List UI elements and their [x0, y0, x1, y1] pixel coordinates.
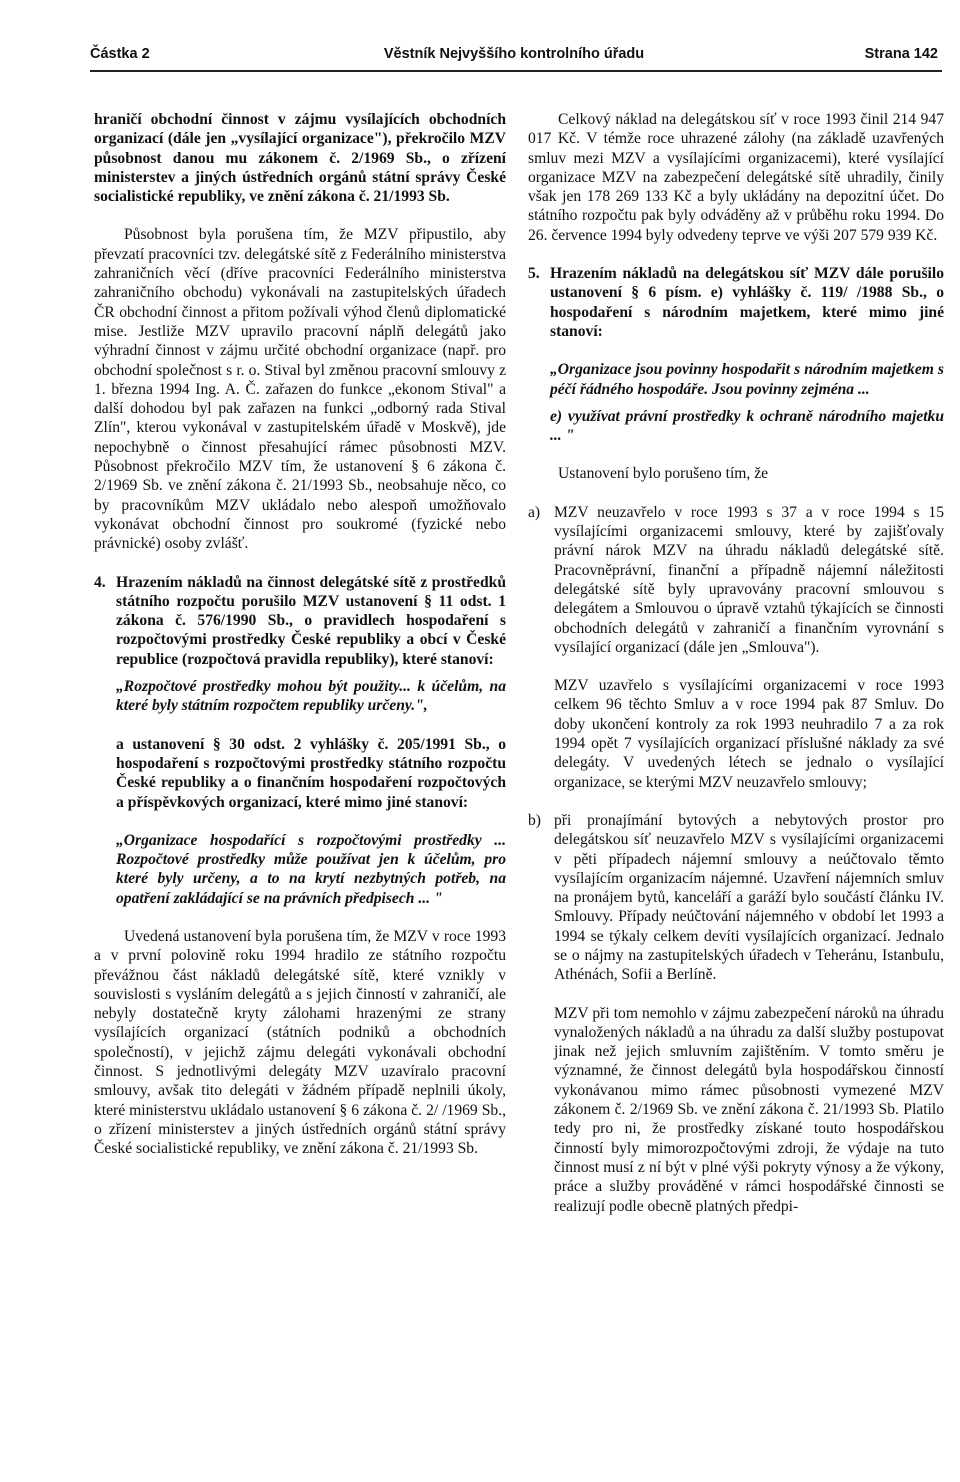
- cost-paragraph: Celkový náklad na delegátskou síť v roce 1993 činil 214 947 017 Kč. V témže roce uhrazené zálohy (na základě uzavřených smluv mezi MZV a vysílajícími organizacemi), které vysílající organizace MZV na zabezpečení delegátské sítě uhradily, činily však jen 178 269 133 Kč a byly ukládány na depozitní účet. Do státního rozpočtu pak byly odváděny až v průběhu roku 1994. Do 26. července 1994 byly odvedeny teprve ve výši 207 579 939 Kč.: [528, 111, 944, 244]
- item-b-text: při pronajímání bytových a nebytových prostor pro delegátskou síť neuzavřelo MZV s vysílajícími organizacemi v pěti případech nájemní smlouvy a neúčtovalo těmto vysílajícím organizacím nájemné. Uzavření nájemních smluv na pronájem bytů, kanceláří a garáží bylo součástí článku IV. Smlouvy. Případy neúčtování nájemného v období let 1993 a 1994 se týkaly celkem devíti vysílajících organizací. Jednalo se o nájmy na zastupitelských úřadech v Teheránu, Istanbulu, Athénách, Sofii a Berlíně.: [554, 811, 944, 984]
- section-5-text: Hrazením nákladů na delegátskou síť MZV dále porušilo ustanovení § 6 písm. e) vyhlášky č. 119/ /1988 Sb., o hospodaření s národním majetkem, které mimo jiné stanoví:: [550, 265, 944, 340]
- item-b-paragraph-2: MZV při tom nemohlo v zájmu zabezpečení nároků na úhradu vynaložených nákladů a na úhradu za další služby postupovat jinak než jejich smluvním zajištěním. V tomto směru je významné, že činnost delegátů byla hospodářskou činností vykonávanou mimo rámec působnosti vymezené MZV zákonem č. 2/1969 Sb. ve znění zákona č. 21/1993 Sb. Platilo tedy pro ni, že prostředky získané touto hospodářskou činností byly mimorozpočtovými zdroji, že výdaje na tuto činnost musí z ní být v plné výši pokryty výnosy a že výkony, práce a služby prováděné v rámci hospodářské činnosti se realizují podle obecně platných předpi-: [554, 1004, 944, 1215]
- item-a: [528, 503, 944, 657]
- page-number: Strana 142: [864, 46, 938, 62]
- header-rule: [90, 70, 942, 72]
- section-4-text: Hrazením nákladů na činnost delegátské sítě z prostředků státního rozpočtu porušilo MZV ustanovení § 11 odst. 1 zákona č. 576/1990 Sb., o pravidlech hospodaření s rozpočtovými prostředky České republiky a obcí v České republice (rozpočtová pravidla republiky), které stanoví:: [116, 573, 506, 668]
- section-4-finding: Uvedená ustanovení byla porušena tím, že MZV v roce 1993 a v první polovině roku 1994 hradilo ze státního rozpočtu převážnou část nákladů delegátské sítě, které vznikly v souvislosti s vysláním delegátů a s jejich činností v zahraničí, ale nebyly dostatečně kryty zálohami hrazenými ze strany vysílajících organizací (státních podniků a obchodních společností), v jejichž zájmu delegáti vykonávali obchodní činnost. S jednotlivými delegáty MZV uzavíralo pracovní smlouvy, avšak tito delegáti v žádném případě neplnili úkoly, které ministerstvu ukládalo ustanovení § 6 zákona č. 2/ /1969 Sb., o zřízení ministerstev a jiných ústředních orgánů státní správy České socialistické republiky, ve znění zákona č. 21/1993 Sb.: [94, 927, 506, 1158]
- violation-paragraph: Působnost byla porušena tím, že MZV připustilo, aby převzatí pracovníci tzv. delegátské sítě z Federálního ministerstva zahraničních věcí (dříve pracovníci Federálního ministerstva zahraničního obchodu) vykonávali na zastupitelských úřadech ČR obchodní činnost a přitom požívali výhod členů diplomatické mise. Jestliže MZV upravilo pracovní náplň delegátů jako výhradní činnost v zájmu určité obchodní organizace (např. pro obchodní společnost s r. o. Stival byl změnou pracovní smlouvy z 1. března 1994 Ing. A. Č. zařazen do funkce „ekonom Stival" a další dohodou byl pak zařazen na funkci „odborný rada Stival Zlín", kterou vykonával v zastupitelském úřadě v Moskvě), jde nepochybně o činnost přesahující rámec působnosti MZV. Působnost překročilo MZV tím, že ustanovení § 6 zákona č. 2/1969 Sb. ve znění zákona č. 21/1993 Sb., neobsahuje něco, co by pracovníkům MZV ukládalo nebo alespoň umožňovalo vykonávat obchodní činnost pro soukromé (fyzické nebo právnické) osoby zvlášť.: [94, 226, 506, 553]
- section-4-provision: a ustanovení § 30 odst. 2 vyhlášky č. 205/1991 Sb., o hospodaření s rozpočtovými prostředky státního rozpočtu České republiky a o finančním hospodaření rozpočtových a příspěvkových organizací, které mimo jiné stanoví:: [116, 735, 506, 811]
- item-b: [528, 811, 944, 985]
- section-5-quote-1: „Organizace jsou povinny hospodařit s národním majetkem s péčí řádného hospodáře. Jsou povinny zejména ...: [550, 361, 944, 398]
- page-header: [90, 40, 938, 64]
- item-a-paragraph-2: MZV uzavřelo s vysílajícími organizacemi v roce 1993 celkem 96 těchto Smluv a v roce 1994 pak 87 Smluv. Do doby ukončení kontroly za rok 1993 neuhradilo 7 a za rok 1994 opět 7 vysílajících organizací příslušné náklady za své delegáty. V uvedených létech se jednalo o vysílající organizace, se kterými MZV neuzavřelo smlouvy;: [554, 677, 944, 791]
- item-a-text: MZV neuzavřelo v roce 1993 s 37 a v roce 1994 s 15 vysílajícími organizacemi smlouvy, které by zajišťovaly právní nárok MZV na úhradu nákladů delegátské sítě. Pracovněprávní, finanční a případně nájemní náležitosti delegátské sítě byly upravovány pracovní smlouvou s delegátem a Smlouvou o úpravě vztahů týkajících se činnosti obchodních delegátů v zahraničí a finančním vyrovnání s vysílající organizací (dále jen „Smlouva").: [554, 503, 944, 656]
- section-4-quote-1: „Rozpočtové prostředky mohou být použity... k účelům, na které byly státním rozpočtem republiky určeny.",: [116, 678, 506, 715]
- issue-number: Částka 2: [90, 46, 150, 62]
- section-4-quote-2: „Organizace hospodařící s rozpočtovými prostředky ... Rozpočtové prostředky může používat jen k účelům, pro které byly určeny, a to na krytí nezbytných potřeb, na opatření zakládající se na právních předpisech ... ": [116, 831, 506, 907]
- section-5-number: 5.: [528, 265, 540, 283]
- section-4-number: 4.: [94, 573, 106, 591]
- journal-title: Věstník Nejvyššího kontrolního úřadu: [383, 46, 645, 62]
- section-5: [528, 264, 944, 445]
- left-column: [94, 110, 506, 1178]
- intro-paragraph: hraničí obchodní činnost v zájmu vysílajících obchodních organizací (dále jen „vysílající organizace"), překročilo MZV působnost danou mu zákonem č. 2/1969 Sb., o zřízení ministerstev a jiných ústředních orgánů státní správy České socialistické republiky, ve znění zákona č. 21/1993 Sb.: [94, 111, 506, 206]
- section-5-lead: Ustanovení bylo porušeno tím, že: [558, 465, 769, 483]
- right-column: [528, 110, 944, 1235]
- section-4: [94, 573, 506, 908]
- section-5-quote-2: e) využívat právní prostředky k ochraně národního majetku ... ": [550, 407, 944, 445]
- item-a-label: a): [528, 503, 541, 521]
- item-b-label: b): [528, 811, 541, 829]
